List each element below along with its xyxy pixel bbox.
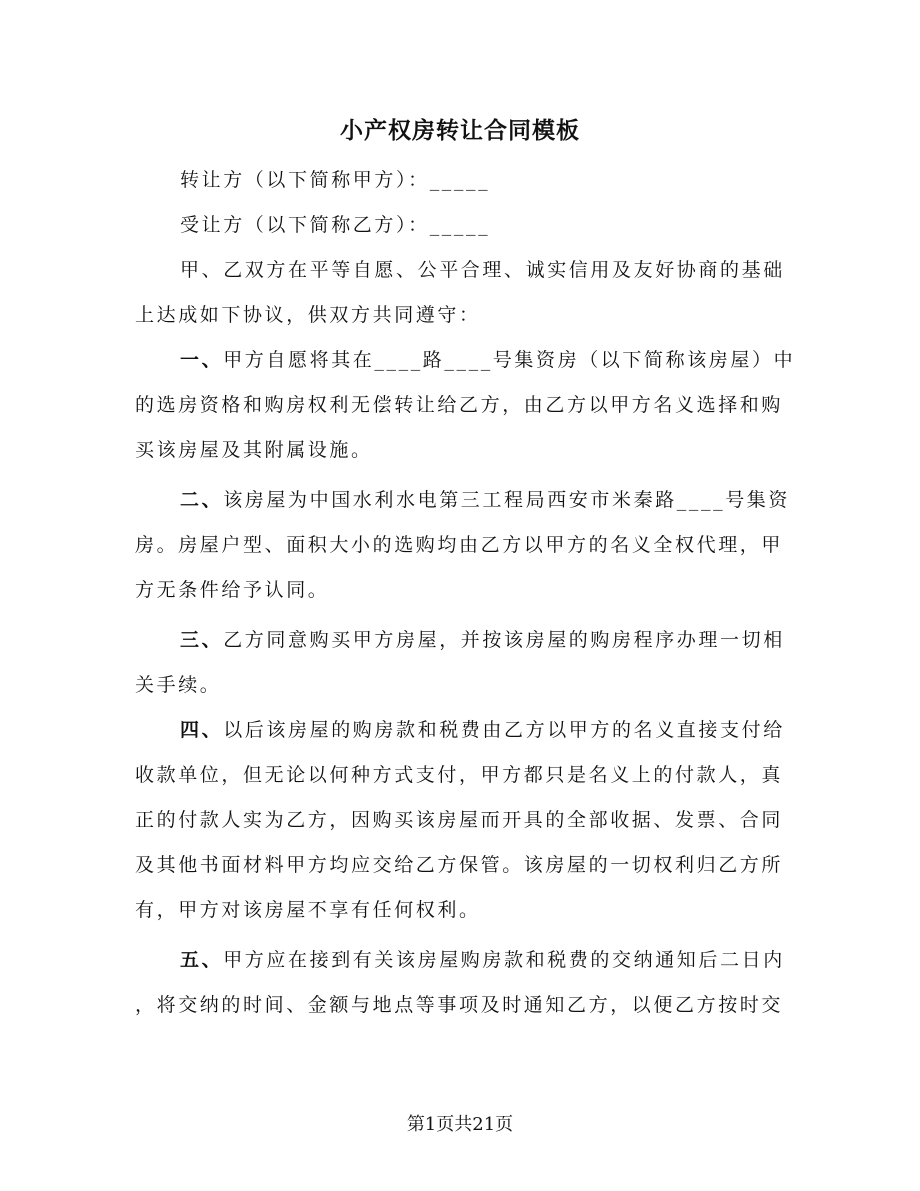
line-text: 甲方应在接到有关该房屋购房款和税费的交纳通知后二日内 xyxy=(223,949,785,971)
line-text: 关手续。 xyxy=(135,674,222,696)
line-text: 的选房资格和购房权利无偿转让给乙方，由乙方以甲方名义选择和购 xyxy=(135,394,784,416)
clause-1-line xyxy=(180,338,796,383)
line-text: 正的付款人实为乙方，因购买该房屋而开具的全部收据、发票、合同 xyxy=(135,809,784,831)
page-indicator: 第1页共21页 xyxy=(406,1114,514,1135)
transferor-line xyxy=(180,158,490,203)
clause-label: 五、 xyxy=(180,949,224,971)
line-text: 方无条件给予认同。 xyxy=(135,579,330,601)
paragraph-line xyxy=(135,663,795,708)
clause-5-line xyxy=(180,938,785,983)
paragraph-line xyxy=(135,983,784,1028)
line-text: 甲方自愿将其在____路____号集资房（以下简称该房屋）中 xyxy=(223,349,796,371)
line-text: 以后该房屋的购房款和税费由乙方以甲方的名义直接支付给 xyxy=(223,719,785,741)
paragraph-line xyxy=(135,753,784,798)
clause-label: 一、 xyxy=(180,349,224,371)
clause-3-line xyxy=(180,618,785,663)
clause-4-line xyxy=(180,708,785,753)
paragraph-line xyxy=(180,248,785,293)
paragraph-line xyxy=(135,428,795,473)
line-text: 收款单位，但无论以何种方式支付，甲方都只是名义上的付款人，真 xyxy=(135,764,784,786)
line-text: 甲、乙双方在平等自愿、公平合理、诚实信用及友好协商的基础 xyxy=(180,259,785,281)
line-text: 有，甲方对该房屋不享有任何权利。 xyxy=(135,899,481,921)
line-text: 上达成如下协议，供双方共同遵守： xyxy=(135,304,481,326)
clause-label: 二、 xyxy=(180,489,224,511)
line-text: 房。房屋户型、面积大小的选购均由乙方以甲方的名义全权代理，甲 xyxy=(135,534,784,556)
line-text: 转让方（以下简称甲方）：_____ xyxy=(180,169,491,191)
line-text: ，将交纳的时间、金额与地点等事项及时通知乙方，以便乙方按时交 xyxy=(135,994,784,1016)
line-text: 乙方同意购买甲方房屋，并按该房屋的购房程序办理一切相 xyxy=(223,629,785,651)
transferee-line xyxy=(180,203,490,248)
line-text: 买该房屋及其附属设施。 xyxy=(135,439,373,461)
paragraph-line xyxy=(135,293,795,338)
paragraph-line xyxy=(135,383,784,428)
line-text: 及其他书面材料甲方均应交给乙方保管。该房屋的一切权利归乙方所 xyxy=(135,854,784,876)
paragraph-line xyxy=(135,798,784,843)
paragraph-line xyxy=(135,843,784,888)
clause-2-line xyxy=(180,478,791,523)
clause-label: 三、 xyxy=(180,629,224,651)
clause-label: 四、 xyxy=(180,719,224,741)
line-text: 该房屋为中国水利水电第三工程局西安市米秦路____号集资 xyxy=(223,489,791,511)
document-title: 小产权房转让合同模板 xyxy=(340,117,580,144)
paragraph-line xyxy=(135,523,784,568)
paragraph-line xyxy=(135,888,795,933)
line-text: 受让方（以下简称乙方）：_____ xyxy=(180,214,491,236)
paragraph-line xyxy=(135,568,795,613)
